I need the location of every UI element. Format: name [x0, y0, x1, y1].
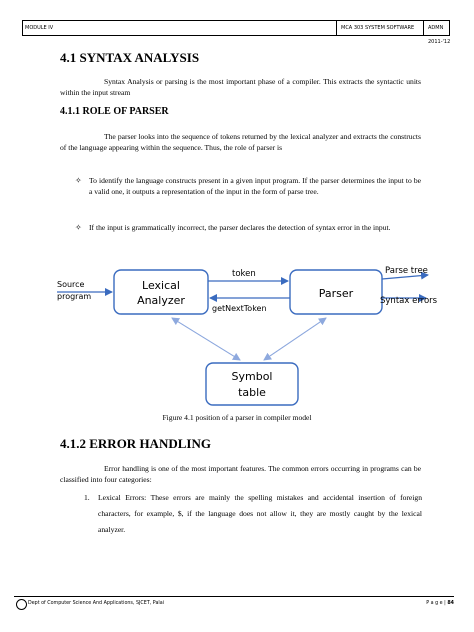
- lexical-analyzer-label: Analyzer: [137, 294, 185, 307]
- syntax-analysis-paragraph: Syntax Analysis or parsing is the most important phase of a compiler. This extracts the syntactic units within the input stream: [60, 77, 421, 97]
- college-logo-icon: [16, 599, 27, 610]
- error-handling-paragraph: Error handling is one of the most important features. The common errors occurring in programs can be classified into four categories:: [60, 464, 421, 484]
- bullet-star-icon: ✧: [75, 223, 82, 232]
- get-next-token-label: getNextToken: [212, 304, 267, 313]
- header-batch: ADMN 2011-'12: [423, 21, 454, 35]
- header-course: MCA 303 SYSTEM SOFTWARE: [336, 21, 431, 35]
- lexical-analyzer-label: Lexical: [142, 279, 180, 292]
- page-footer: [14, 596, 454, 617]
- token-label: token: [232, 269, 256, 279]
- symbol-table-label: table: [238, 386, 266, 399]
- bullet-text: To identify the language constructs present in a given input program. If the parser determines the input to be a valid one, it outputs a representation of the input in the form of parse tree.: [89, 176, 421, 196]
- bullet-star-icon: ✧: [75, 176, 82, 185]
- lexical-to-symbol-arrow: [172, 318, 240, 360]
- footer-page: P a g e | 84: [426, 601, 454, 606]
- source-program-label: program: [57, 292, 92, 301]
- footer-department: Dept of Computer Science And Applications, SJCET, Palai: [28, 601, 165, 606]
- list-item-text: Lexical Errors: These errors are mainly the spelling mistakes and accidental insertion of foreign characters, for example, $, if the language does not allow it, they are mostly caught by the lexical analyzer.: [98, 493, 422, 534]
- section-title-error-handling: 4.1.2 ERROR HANDLING: [60, 436, 211, 451]
- lexical-analyzer-box: [114, 270, 208, 314]
- figure-caption: Figure 4.1 position of a parser in compiler model: [162, 413, 312, 422]
- parse-tree-label: Parse tree: [385, 266, 428, 276]
- list-item-number: 1.: [84, 493, 90, 502]
- role-of-parser-paragraph: The parser looks into the sequence of tokens returned by the lexical analyzer and extracts the constructs of the language appearing within the sequence. Thus, the role of parser is: [60, 132, 421, 152]
- parser-to-symbol-arrow: [264, 318, 326, 360]
- footer-page-number: 84: [447, 601, 454, 606]
- footer-page-label: P a g e: [426, 601, 443, 606]
- parser-label: Parser: [318, 287, 354, 300]
- source-program-label: Source: [57, 280, 85, 289]
- header-module: MODULE IV: [25, 25, 54, 31]
- syntax-errors-label: Syntax errors: [380, 296, 438, 306]
- section-title-syntax-analysis: 4.1 SYNTAX ANALYSIS: [60, 50, 200, 65]
- bullet-text: If the input is grammatically incorrect, the parser declares the detection of syntax error in the input.: [89, 223, 391, 232]
- list-item: [84, 490, 422, 538]
- section-title-role-of-parser: 4.1.1 ROLE OF PARSER: [60, 106, 169, 117]
- symbol-table-label: Symbol: [231, 370, 273, 383]
